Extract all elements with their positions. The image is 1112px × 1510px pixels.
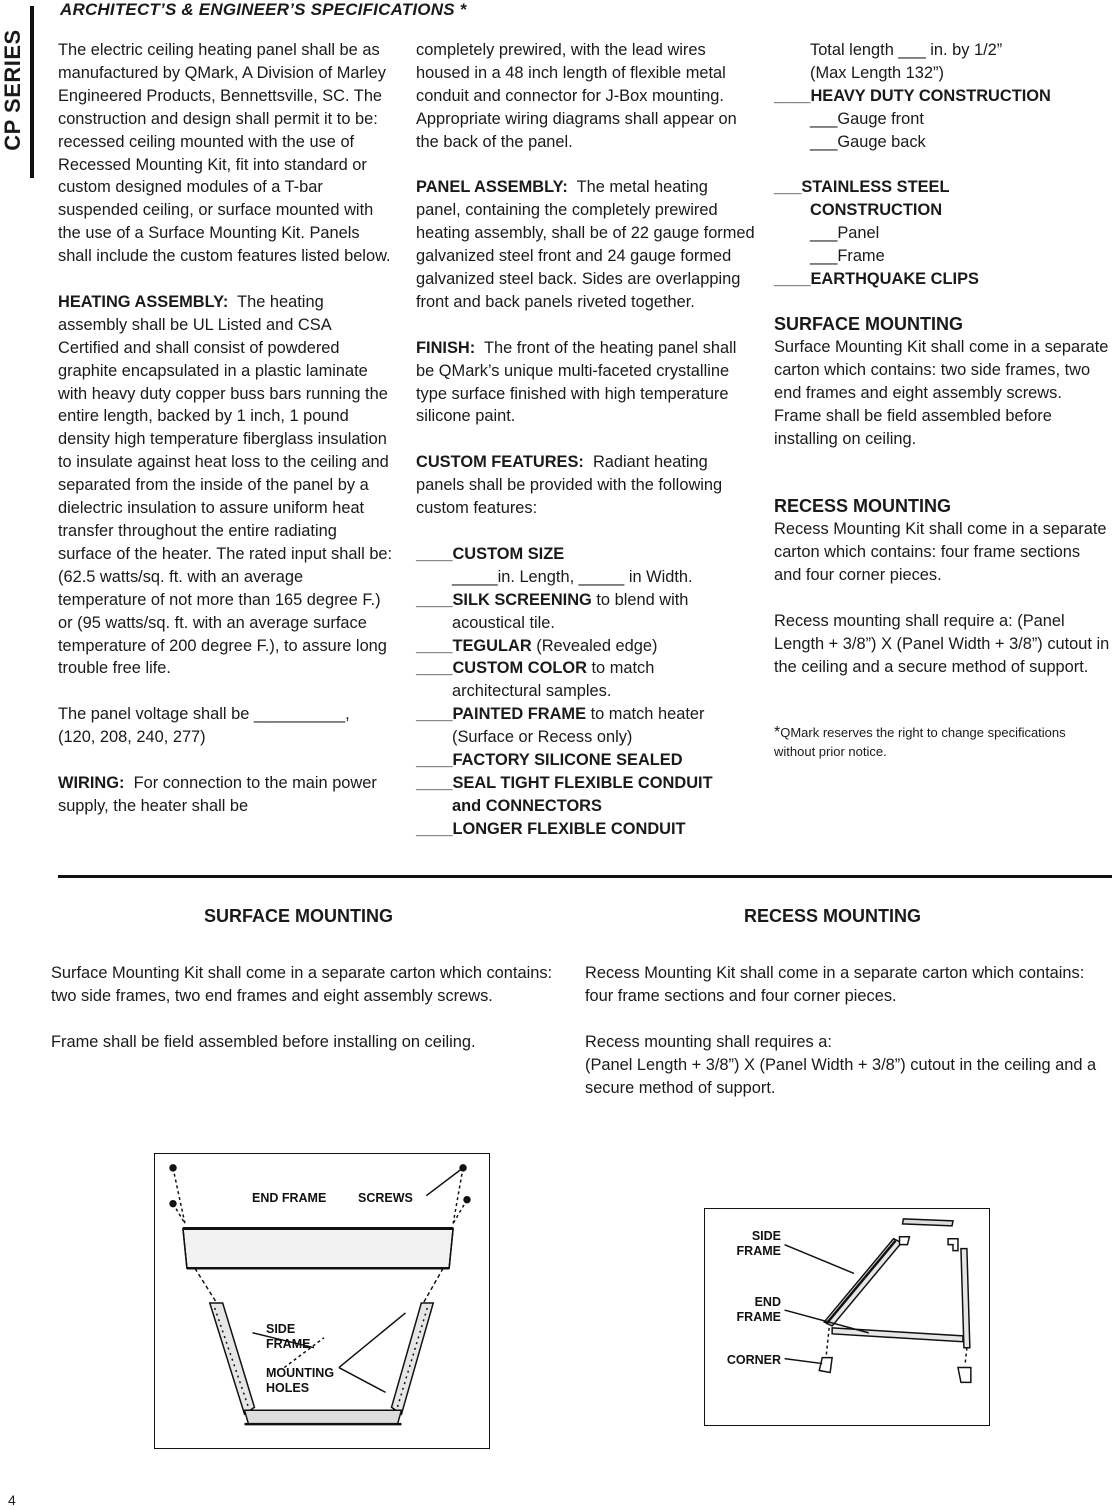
voltage-paragraph: [58, 703, 393, 749]
wiring-continued: completely prewired, with the lead wires housed in a 48 inch length of flexible metal conduit and connector for J-Box mounting. Appropriate wiring diagrams shall appear on the back of the panel.: [416, 41, 737, 151]
side-tab: [0, 0, 40, 180]
option-silk-label: ____SILK SCREENING: [416, 590, 592, 609]
surface-mounting-heading: SURFACE MOUNTING: [774, 313, 963, 334]
bottom-surface-heading: SURFACE MOUNTING: [204, 906, 393, 926]
option-heavy-duty: [774, 85, 1110, 108]
panel-assembly-paragraph: [416, 176, 756, 313]
heating-assembly-label: HEATING ASSEMBLY:: [58, 292, 229, 311]
option-stainless-construction: [774, 199, 1110, 222]
section-divider: [58, 875, 1112, 878]
option-tegular-rest: (Revealed edge): [531, 636, 658, 655]
gauge-front: ___Gauge front: [810, 109, 924, 128]
end-frame-label: END FRAME: [252, 1191, 327, 1205]
note-asterisk: *: [774, 723, 781, 741]
option-silk-rest: to blend with: [591, 590, 689, 609]
option-custom-size: [416, 543, 756, 566]
option-seal-sub: and CONNECTORS: [452, 796, 602, 815]
gauge-back: ___Gauge back: [810, 132, 926, 151]
option-custom-size-label: ____CUSTOM SIZE: [416, 544, 565, 563]
recess-mounting-text-2: Recess mounting shall require a: (Panel Length + 3/8”) X (Panel Width + 3/8”) cutout in the ceiling and a secure method of support.: [774, 612, 1110, 676]
option-silk-detail: acoustical tile.: [452, 613, 555, 632]
bottom-recess-p2b: (Panel Length + 3/8”) X (Panel Width + 3/8”) cutout in the ceiling and a secure method of support.: [585, 1056, 1097, 1097]
panel-assembly-text: The metal heating panel, containing the completely prewired heating assembly, shall be of 22 gauge formed galvanized steel front and 24 gauge formed galvanized steel back. Sides are overlapping front and back panels riveted together.: [416, 178, 755, 311]
voltage-line-2: (120, 208, 240, 277): [58, 728, 206, 747]
bottom-recess-heading: RECESS MOUNTING: [744, 906, 922, 926]
custom-features-text: Radiant heating panels shall be provided with the following custom features:: [416, 453, 723, 518]
bottom-surface-p1: Surface Mounting Kit shall come in a separate carton which contains: two side frames, two end frames and eight assembly screws.: [51, 964, 553, 1005]
bottom-recess-text: [585, 962, 1100, 1100]
recess-mounting-heading: RECESS MOUNTING: [774, 496, 952, 517]
option-heavy-label: ____HEAVY DUTY CONSTRUCTION: [774, 86, 1051, 105]
option-painted-label: ____PAINTED FRAME: [416, 705, 587, 724]
option-longer-conduit: [416, 818, 756, 841]
finish-text: The front of the heating panel shall be QMark’s unique multi-faceted crystalline type surface finished with high temperature silicone paint.: [416, 338, 737, 426]
custom-features-list: [416, 543, 756, 841]
corner-label: CORNER: [726, 1353, 781, 1367]
voltage-line-1: The panel voltage shall be __________,: [58, 705, 350, 724]
side-tab-bar: [30, 6, 34, 178]
mounting-holes-label: MOUNTING HOLES: [266, 1366, 335, 1395]
bottom-recess-p1: Recess Mounting Kit shall come in a separate carton which contains: four frame sections and four corner pieces.: [585, 964, 1085, 1005]
construction-label: CONSTRUCTION: [810, 201, 943, 220]
recess-side-frame-label: SIDE FRAME: [736, 1229, 781, 1258]
wiring-paragraph: [58, 772, 393, 818]
bottom-recess-p2a: Recess mounting shall requires a:: [585, 1033, 832, 1051]
option-stainless: [774, 176, 1110, 199]
recess-mounting-figure: [704, 1208, 990, 1426]
option-custom-size-detail: _____in. Length, _____ in Width.: [452, 567, 693, 586]
heating-assembly-text: The heating assembly shall be UL Listed and CSA Certified and shall consist of powdered graphite encapsulated in a plastic laminate with heavy duty copper buss bars running the entire length, backed by 1 inch, 1 pound density high temperature fiberglass insulation to insulate against heat loss to the ceiling and separated from the inside of the panel by a dielectric insulation to assure uniform heat transfer throughout the entire radiating surface of the heater. The rated input shall be: (62.5 watts/sq. ft. with an average temperature of not more than 165 degree F.) or (95 watts/sq. ft. with an average surface temperature of 200 degree F.), to assure long trouble free life.: [58, 292, 393, 678]
panel-assembly-label: PANEL ASSEMBLY:: [416, 178, 568, 197]
side-frame-label: SIDE FRAME: [266, 1322, 311, 1351]
surface-mounting-text-2: Frame shall be field assembled before installing on ceiling.: [774, 406, 1052, 448]
option-seal-label: ____SEAL TIGHT FLEXIBLE CONDUIT: [416, 773, 713, 792]
option-custom-color: [416, 657, 756, 680]
custom-features-paragraph: [416, 451, 756, 520]
option-factory-sealed: [416, 749, 756, 772]
option-silk-screening: [416, 589, 756, 612]
total-length: Total length ___ in. by 1/2”: [810, 41, 1003, 59]
finish-label: FINISH:: [416, 338, 476, 357]
bottom-surface-text: [51, 962, 556, 1054]
option-painted-detail: (Surface or Recess only): [452, 728, 633, 747]
wiring-text: For connection to the main power supply, the heater shall be: [58, 773, 377, 815]
page-number: 4: [8, 1492, 16, 1508]
recess-end-frame-label: END FRAME: [736, 1295, 781, 1324]
option-color-label: ____CUSTOM COLOR: [416, 659, 587, 678]
surface-mounting-figure: [154, 1153, 490, 1449]
option-factory-label: ____FACTORY SILICONE SEALED: [416, 751, 683, 770]
spec-column-2: [416, 39, 756, 841]
option-longer-label: ____LONGER FLEXIBLE CONDUIT: [416, 819, 686, 838]
surface-mounting-text-1: Surface Mounting Kit shall come in a separate carton which contains: two side frames, two end frames and eight assembly screws.: [774, 337, 1109, 402]
side-tab-label: CP SERIES: [0, 29, 25, 151]
option-tegular-label: ____TEGULAR: [416, 636, 532, 655]
heating-assembly-paragraph: [58, 291, 393, 680]
option-color-rest: to match: [586, 659, 655, 678]
page-title: ARCHITECT’S & ENGINEER’S SPECIFICATIONS *: [60, 0, 467, 19]
option-earthquake-label: ____EARTHQUAKE CLIPS: [774, 270, 979, 289]
option-stainless-label: ___STAINLESS STEEL: [774, 178, 950, 197]
spec-column-1: [58, 39, 393, 841]
option-seal-tight: [416, 772, 756, 795]
spec-column-3: [774, 39, 1110, 761]
wiring-label: WIRING:: [58, 773, 125, 792]
option-seal-detail: [416, 795, 756, 818]
note-text: QMark reserves the right to change specifications without prior notice.: [774, 724, 1066, 759]
stainless-frame: ___Frame: [810, 247, 885, 266]
option-color-detail: architectural samples.: [452, 682, 612, 701]
custom-features-label: CUSTOM FEATURES:: [416, 453, 584, 472]
finish-paragraph: [416, 337, 756, 429]
option-earthquake: [774, 268, 1110, 291]
stainless-panel: ___Panel: [810, 224, 880, 243]
screws-label: SCREWS: [358, 1191, 413, 1205]
option-tegular: [416, 635, 756, 658]
recess-mounting-text-1: Recess Mounting Kit shall come in a separate carton which contains: four frame sections and four corner pieces.: [774, 520, 1107, 585]
bottom-surface-p2: Frame shall be field assembled before installing on ceiling.: [51, 1033, 476, 1051]
option-painted-rest: to match heater: [586, 705, 705, 724]
option-painted-frame: [416, 703, 756, 726]
max-length: (Max Length 132”): [810, 63, 944, 82]
disclaimer-note: [774, 723, 1110, 761]
intro-paragraph: The electric ceiling heating panel shall be as manufactured by QMark, A Division of Marley Engineered Products, Bennettsville, SC. The construction and design shall permit it to be: recessed ceiling mounted with the use of Recessed Mounting Kit, fit into standard or custom designed modules of a T-bar suspended ceiling, or surface mounted with the use of a Surface Mounting Kit. Panels shall include the custom features listed below.: [58, 41, 391, 266]
